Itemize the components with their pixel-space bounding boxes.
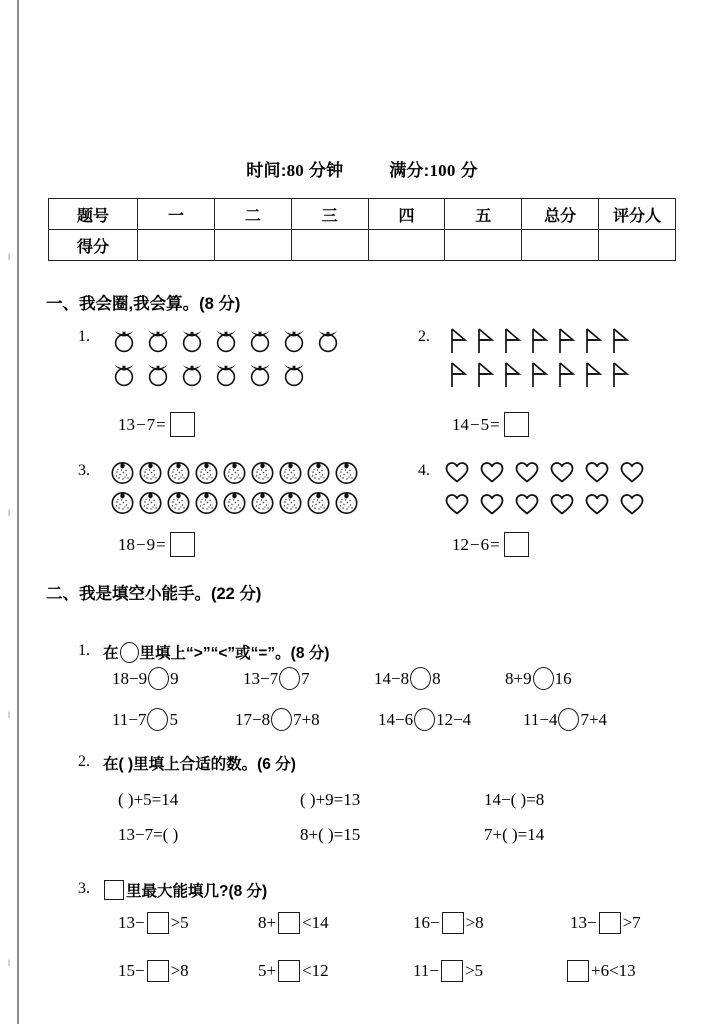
speckled-ball-icon (194, 460, 219, 485)
comparison-circle[interactable] (414, 708, 435, 731)
expr-prefix: 11− (413, 961, 439, 980)
heart-icon (549, 460, 575, 484)
answer-box[interactable] (442, 912, 464, 934)
speckled-ball-icon (250, 460, 275, 485)
answer-box[interactable] (504, 412, 529, 437)
full-score-unit: 分 (460, 161, 478, 180)
flag-icon (556, 360, 576, 390)
operator: − (470, 414, 480, 434)
heart-icon (619, 460, 645, 484)
speckled-ball-icon (278, 460, 303, 485)
operand-a: 14 (452, 414, 469, 434)
expr-suffix: >8 (465, 913, 484, 932)
score-cell[interactable] (291, 230, 368, 261)
flag-icon (556, 326, 576, 356)
compare-right: 12−4 (436, 709, 472, 729)
part-1-prompt (103, 641, 329, 663)
compare-right: 7+4 (580, 709, 608, 729)
expr-prefix: 5+ (258, 961, 277, 980)
expr-suffix: +6<13 (591, 961, 636, 980)
answer-box[interactable] (504, 532, 529, 557)
expr-suffix: <12 (302, 961, 329, 980)
margin-mark: ‖ (8, 508, 11, 518)
time-label: 时间: (246, 161, 287, 180)
expr-prefix: 8+ (258, 913, 277, 932)
table-header-cell: 二 (214, 199, 291, 230)
tomato-icon (144, 360, 172, 388)
part-3-prompt (102, 879, 267, 901)
operand-b: 7 (146, 414, 156, 434)
ball-row-1 (110, 460, 359, 485)
flag-icon (448, 326, 468, 356)
tomato-icon (314, 326, 342, 354)
compare-left: 14−6 (378, 709, 414, 729)
max-fill-item (118, 912, 189, 934)
answer-box[interactable] (441, 960, 463, 982)
expr-prefix: 16− (413, 913, 440, 932)
tomato-icon (212, 326, 240, 354)
time-unit: 分钟 (308, 161, 344, 180)
answer-box[interactable] (147, 912, 169, 934)
part-2-prompt: 在( )里填上合适的数。(6 分) (103, 756, 296, 773)
max-fill-item (413, 912, 484, 934)
speckled-ball-icon (110, 490, 135, 515)
comparison-circle[interactable] (279, 667, 300, 690)
answer-box[interactable] (104, 880, 124, 900)
speckled-ball-icon (222, 490, 247, 515)
max-fill-item (570, 912, 641, 934)
question-number: 3. (78, 462, 90, 479)
time-value: 80 (286, 161, 304, 180)
table-header-cell: 五 (445, 199, 522, 230)
operand-a: 12 (452, 534, 469, 554)
tomato-icon (280, 360, 308, 388)
flag-icon (475, 360, 495, 390)
score-cell[interactable] (522, 230, 599, 261)
compare-right: 9 (170, 668, 179, 688)
equation-2 (452, 412, 532, 437)
compare-item (374, 667, 441, 690)
compare-left: 11−4 (523, 709, 558, 729)
expr-suffix: >8 (170, 961, 189, 980)
compare-item (112, 667, 179, 690)
equation-4 (452, 532, 532, 557)
heart-icon (479, 460, 505, 484)
flag-row-2 (448, 360, 630, 390)
answer-box[interactable] (599, 912, 621, 934)
speckled-ball-icon (334, 490, 359, 515)
operand-b: 5 (480, 414, 490, 434)
flag-icon (583, 326, 603, 356)
compare-item (112, 708, 178, 731)
question-number: 2. (418, 328, 430, 345)
compare-item (523, 708, 607, 731)
heart-icon (619, 492, 645, 516)
question-number: 4. (418, 462, 430, 479)
answer-box[interactable] (170, 532, 195, 557)
expr-prefix: 13− (570, 913, 597, 932)
max-fill-item (258, 960, 329, 982)
fill-blank-item[interactable]: 13−7=( ) (118, 825, 179, 844)
compare-item (235, 708, 320, 731)
flag-icon (610, 360, 630, 390)
equals-sign: = (490, 414, 500, 434)
equation-3 (118, 532, 198, 557)
heart-icon (444, 460, 470, 484)
answer-box[interactable] (278, 912, 300, 934)
operand-b: 9 (146, 534, 156, 554)
comparison-circle[interactable] (120, 642, 139, 663)
exam-header (0, 156, 724, 181)
compare-left: 17−8 (235, 709, 271, 729)
expr-prefix: 15− (118, 961, 145, 980)
tomato-icon (178, 326, 206, 354)
speckled-ball-icon (306, 490, 331, 515)
tomato-icon (178, 360, 206, 388)
prompt-after: 里填上“>”“<”或“=”。(8 分) (139, 645, 330, 662)
table-header-cell: 一 (138, 199, 215, 230)
compare-right: 16 (554, 668, 572, 688)
table-header-cell: 评分人 (599, 199, 676, 230)
max-fill-item (413, 960, 483, 982)
compare-left: 11−7 (112, 709, 147, 729)
flag-icon (529, 326, 549, 356)
compare-right: 5 (169, 709, 178, 729)
tomato-icon (246, 326, 274, 354)
score-table (48, 198, 676, 261)
speckled-ball-icon (138, 460, 163, 485)
comparison-circle[interactable] (533, 667, 554, 690)
flag-row-1 (448, 326, 630, 356)
speckled-ball-icon (334, 460, 359, 485)
fill-blank-item[interactable]: ( )+5=14 (118, 790, 179, 809)
tomato-icon (246, 360, 274, 388)
expr-suffix: >5 (170, 913, 189, 932)
score-cell[interactable] (445, 230, 522, 261)
score-cell[interactable] (138, 230, 215, 261)
tomato-icon (144, 326, 172, 354)
full-score-label: 满分: (389, 161, 430, 180)
operator: − (136, 414, 146, 434)
margin-mark: ‖ (8, 252, 11, 262)
flag-icon (529, 360, 549, 390)
table-row (49, 199, 676, 230)
answer-box[interactable] (170, 412, 195, 437)
comparison-circle[interactable] (148, 667, 169, 690)
comparison-circle[interactable] (410, 667, 431, 690)
equals-sign: = (490, 534, 500, 554)
speckled-ball-icon (222, 460, 247, 485)
flag-icon (448, 360, 468, 390)
flag-icon (502, 360, 522, 390)
expr-suffix: >5 (464, 961, 484, 980)
flag-icon (475, 326, 495, 356)
fill-blank-item[interactable]: 8+( )=15 (300, 825, 361, 844)
speckled-ball-icon (166, 490, 191, 515)
compare-item (378, 708, 471, 731)
expr-prefix: 13− (118, 913, 145, 932)
score-cell[interactable] (368, 230, 445, 261)
comparison-circle[interactable] (147, 708, 168, 731)
equation-1 (118, 412, 198, 437)
flag-icon (502, 326, 522, 356)
speckled-ball-icon (110, 460, 135, 485)
tomato-row-2 (110, 360, 308, 388)
compare-left: 18−9 (112, 668, 148, 688)
fill-blank-item[interactable]: 7+( )=14 (484, 825, 545, 844)
score-cell[interactable] (214, 230, 291, 261)
prompt-after: 里最大能填几?(8 分) (126, 883, 268, 900)
compare-right: 8 (432, 668, 441, 688)
fill-blank-item[interactable]: 14−( )=8 (484, 790, 545, 809)
question-number: 1. (78, 328, 90, 345)
speckled-ball-icon (194, 490, 219, 515)
operator: − (136, 534, 146, 554)
table-header-cell: 题号 (49, 199, 138, 230)
flag-icon (583, 360, 603, 390)
margin-mark: ‖ (8, 710, 11, 720)
heart-icon (584, 460, 610, 484)
speckled-ball-icon (278, 490, 303, 515)
compare-right: 7 (301, 668, 310, 688)
heart-row-1 (444, 460, 645, 484)
part-number: 1. (78, 642, 90, 659)
fill-blank-item[interactable]: ( )+9=13 (300, 790, 361, 809)
heart-icon (514, 460, 540, 484)
table-header-cell: 总分 (522, 199, 599, 230)
compare-right: 7+8 (293, 709, 320, 729)
prompt-before: 在 (103, 645, 119, 662)
tomato-icon (280, 326, 308, 354)
flag-icon (610, 326, 630, 356)
operator: − (470, 534, 480, 554)
compare-item (505, 667, 572, 690)
ball-row-2 (110, 490, 359, 515)
score-row-label: 得分 (49, 230, 138, 261)
speckled-ball-icon (166, 460, 191, 485)
answer-box[interactable] (278, 960, 300, 982)
comparison-circle[interactable] (558, 708, 579, 731)
compare-left: 13−7 (243, 668, 279, 688)
max-fill-item (118, 960, 189, 982)
speckled-ball-icon (138, 490, 163, 515)
operand-a: 18 (118, 534, 135, 554)
max-fill-item (565, 960, 636, 982)
operand-a: 13 (118, 414, 135, 434)
table-header-cell: 三 (291, 199, 368, 230)
table-header-cell: 四 (368, 199, 445, 230)
heart-row-2 (444, 492, 645, 516)
max-fill-item (258, 912, 329, 934)
expr-suffix: >7 (622, 913, 641, 932)
part-number: 2. (78, 753, 90, 770)
heart-icon (584, 492, 610, 516)
full-score-value: 100 (429, 161, 456, 180)
heart-icon (549, 492, 575, 516)
compare-left: 14−8 (374, 668, 410, 688)
heart-icon (479, 492, 505, 516)
table-row (49, 230, 676, 261)
equals-sign: = (156, 414, 166, 434)
heart-icon (444, 492, 470, 516)
speckled-ball-icon (250, 490, 275, 515)
answer-box[interactable] (567, 960, 589, 982)
tomato-icon (110, 360, 138, 388)
compare-left: 8+9 (505, 668, 532, 688)
comparison-circle[interactable] (271, 708, 292, 731)
part-number: 3. (78, 880, 90, 897)
expr-suffix: <14 (302, 913, 329, 932)
tomato-icon (212, 360, 240, 388)
tomato-row-1 (110, 326, 342, 354)
score-cell[interactable] (599, 230, 676, 261)
section-1-heading: 一、我会圈,我会算。(8 分) (46, 295, 241, 313)
tomato-icon (110, 326, 138, 354)
heart-icon (514, 492, 540, 516)
operand-b: 6 (480, 534, 490, 554)
compare-item (243, 667, 310, 690)
speckled-ball-icon (306, 460, 331, 485)
section-2-heading: 二、我是填空小能手。(22 分) (46, 585, 262, 603)
margin-mark: ‖ (8, 958, 11, 968)
answer-box[interactable] (147, 960, 169, 982)
binding-line (17, 0, 19, 1024)
equals-sign: = (156, 534, 166, 554)
